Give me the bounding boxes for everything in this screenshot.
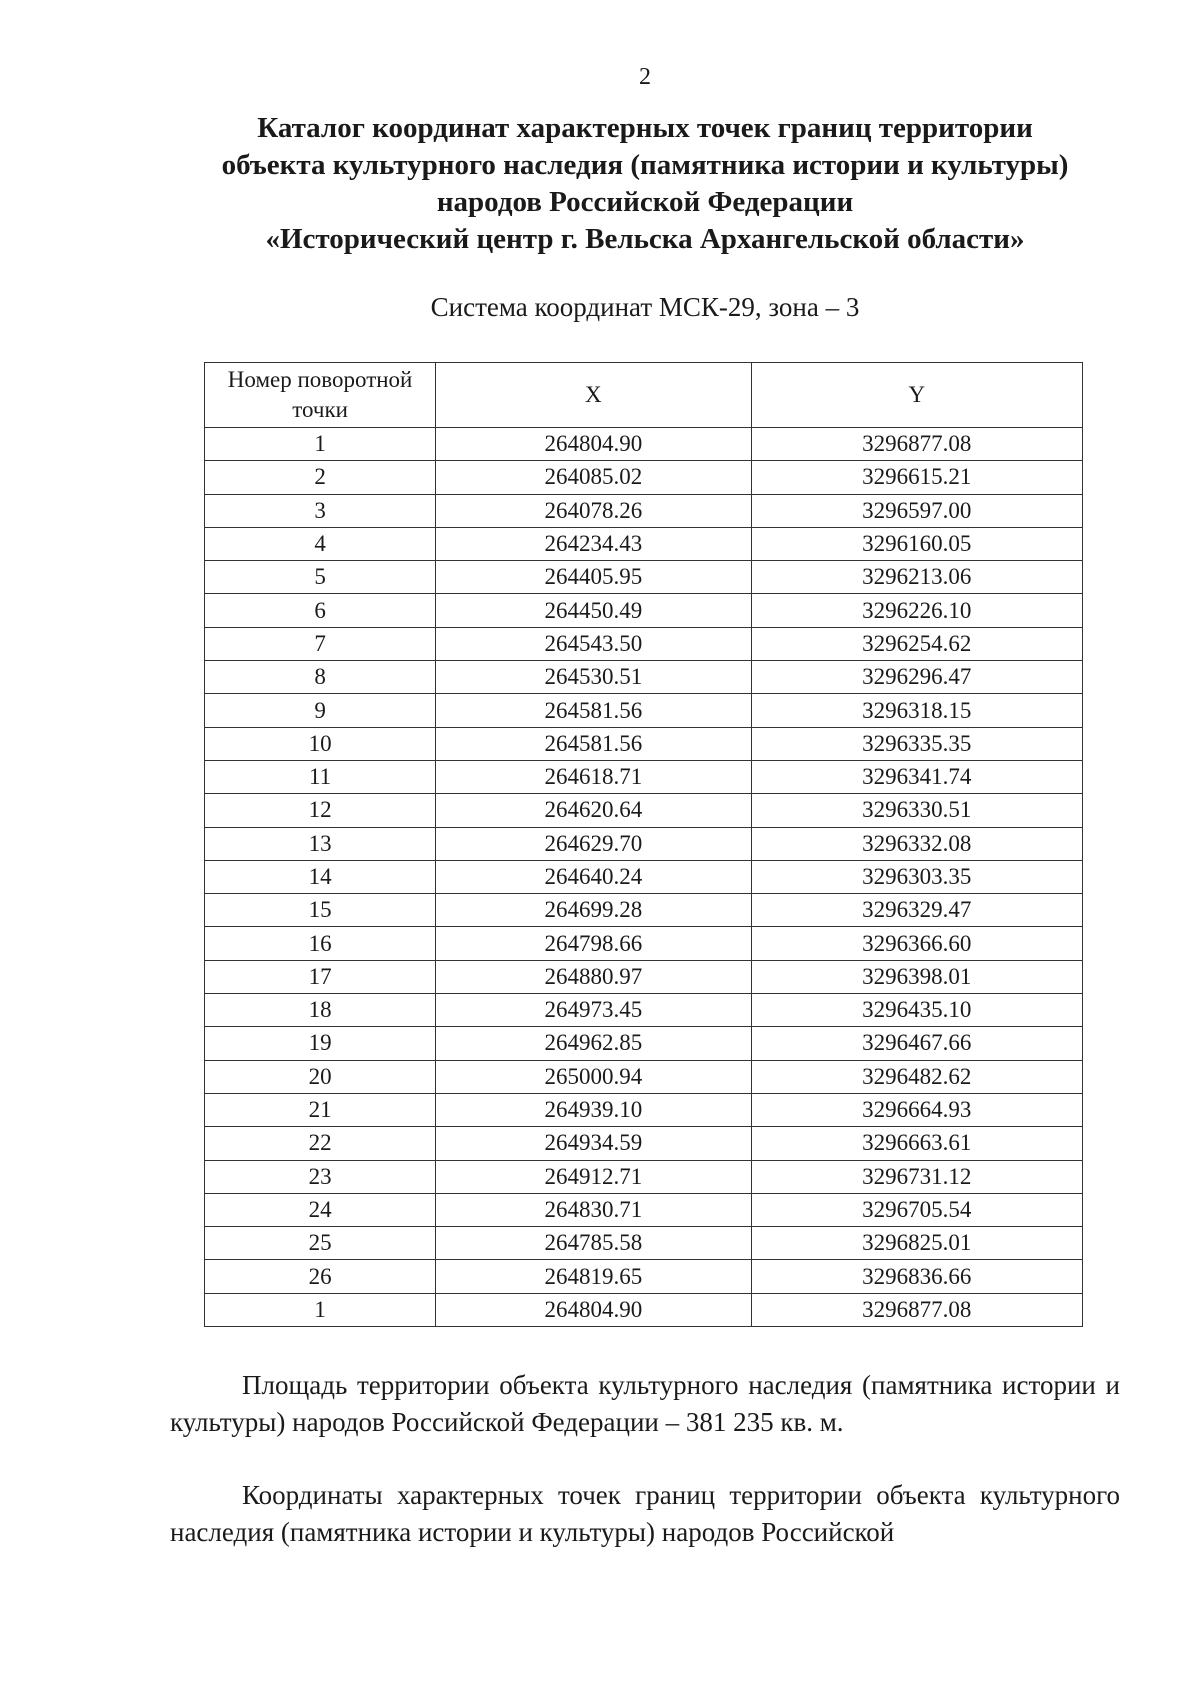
cell-y: 3296296.47 — [751, 661, 1082, 694]
cell-x: 264912.71 — [436, 1160, 751, 1193]
table-header-row — [205, 363, 1083, 428]
cell-y: 3296435.10 — [751, 994, 1082, 1027]
cell-x: 264618.71 — [436, 760, 751, 793]
cell-y: 3296597.00 — [751, 494, 1082, 527]
table-row — [205, 1160, 1083, 1193]
cell-y: 3296335.35 — [751, 727, 1082, 760]
cell-point-number: 1 — [205, 428, 436, 461]
cell-y: 3296329.47 — [751, 894, 1082, 927]
cell-x: 264939.10 — [436, 1093, 751, 1126]
cell-point-number: 10 — [205, 727, 436, 760]
cell-x: 264543.50 — [436, 627, 751, 660]
cell-x: 264798.66 — [436, 927, 751, 960]
table-row — [205, 1260, 1083, 1293]
table-row — [205, 1093, 1083, 1126]
cell-x: 264581.56 — [436, 727, 751, 760]
cell-y: 3296825.01 — [751, 1227, 1082, 1260]
cell-y: 3296705.54 — [751, 1193, 1082, 1226]
header-x: X — [436, 363, 751, 428]
cell-point-number: 17 — [205, 960, 436, 993]
cell-y: 3296160.05 — [751, 527, 1082, 560]
cell-x: 264640.24 — [436, 860, 751, 893]
cell-x: 264078.26 — [436, 494, 751, 527]
cell-point-number: 1 — [205, 1293, 436, 1326]
table-row — [205, 760, 1083, 793]
table-body — [205, 428, 1083, 1327]
document-title — [0, 110, 1200, 258]
cell-y: 3296836.66 — [751, 1260, 1082, 1293]
cell-y: 3296467.66 — [751, 1027, 1082, 1060]
title-line: народов Российской Федерации — [436, 186, 854, 218]
cell-y: 3296341.74 — [751, 760, 1082, 793]
coordinates-table — [204, 362, 1083, 1327]
cell-x: 264934.59 — [436, 1127, 751, 1160]
cell-point-number: 13 — [205, 827, 436, 860]
title-line: Каталог координат характерных точек границ территории — [257, 112, 1033, 144]
page-number: 2 — [639, 64, 651, 90]
cell-x: 264234.43 — [436, 527, 751, 560]
cell-x: 264581.56 — [436, 694, 751, 727]
cell-point-number: 25 — [205, 1227, 436, 1260]
cell-point-number: 21 — [205, 1093, 436, 1126]
cell-x: 264819.65 — [436, 1260, 751, 1293]
table-row — [205, 627, 1083, 660]
cell-point-number: 15 — [205, 894, 436, 927]
table-row — [205, 461, 1083, 494]
table-row — [205, 694, 1083, 727]
cell-y: 3296877.08 — [751, 428, 1082, 461]
table-row — [205, 594, 1083, 627]
cell-y: 3296254.62 — [751, 627, 1082, 660]
cell-point-number: 26 — [205, 1260, 436, 1293]
table-row — [205, 727, 1083, 760]
cell-point-number: 16 — [205, 927, 436, 960]
table-row — [205, 860, 1083, 893]
cell-y: 3296226.10 — [751, 594, 1082, 627]
cell-point-number: 14 — [205, 860, 436, 893]
cell-y: 3296398.01 — [751, 960, 1082, 993]
cell-y: 3296332.08 — [751, 827, 1082, 860]
cell-x: 264699.28 — [436, 894, 751, 927]
cell-y: 3296303.35 — [751, 860, 1082, 893]
cell-point-number: 2 — [205, 461, 436, 494]
table-row — [205, 1060, 1083, 1093]
coordinate-system-label: Система координат МСК-29, зона – 3 — [430, 292, 860, 322]
cell-y: 3296663.61 — [751, 1127, 1082, 1160]
cell-x: 264405.95 — [436, 561, 751, 594]
cell-point-number: 3 — [205, 494, 436, 527]
table-row — [205, 794, 1083, 827]
cell-x: 264530.51 — [436, 661, 751, 694]
cell-y: 3296330.51 — [751, 794, 1082, 827]
cell-point-number: 23 — [205, 1160, 436, 1193]
table-row — [205, 1293, 1083, 1326]
cell-point-number: 6 — [205, 594, 436, 627]
cell-x: 265000.94 — [436, 1060, 751, 1093]
table-row — [205, 661, 1083, 694]
cell-point-number: 9 — [205, 694, 436, 727]
title-line: объекта культурного наследия (памятника истории и культуры) — [221, 149, 1069, 181]
table-row — [205, 1193, 1083, 1226]
cell-x: 264620.64 — [436, 794, 751, 827]
table-row — [205, 1227, 1083, 1260]
cell-y: 3296731.12 — [751, 1160, 1082, 1193]
table-row — [205, 428, 1083, 461]
table-row — [205, 827, 1083, 860]
header-point-number: Номер поворотной точки — [205, 363, 436, 428]
cell-y: 3296318.15 — [751, 694, 1082, 727]
cell-point-number: 18 — [205, 994, 436, 1027]
cell-point-number: 7 — [205, 627, 436, 660]
cell-x: 264962.85 — [436, 1027, 751, 1060]
table-row — [205, 1027, 1083, 1060]
table-row — [205, 894, 1083, 927]
cell-point-number: 22 — [205, 1127, 436, 1160]
cell-x: 264085.02 — [436, 461, 751, 494]
cell-x: 264830.71 — [436, 1193, 751, 1226]
table-row — [205, 960, 1083, 993]
area-paragraph: Площадь территории объекта культурного наследия (памятника истории и культуры) народов Российской Федерации – 381 235 кв. м. — [170, 1370, 1120, 1437]
coordinates-paragraph: Координаты характерных точек границ территории объекта культурного наследия (памятника истории и культуры) народов Российской — [170, 1480, 1120, 1547]
cell-x: 264804.90 — [436, 428, 751, 461]
header-y: Y — [751, 363, 1082, 428]
table-row — [205, 927, 1083, 960]
cell-point-number: 4 — [205, 527, 436, 560]
cell-point-number: 12 — [205, 794, 436, 827]
cell-y: 3296615.21 — [751, 461, 1082, 494]
cell-point-number: 24 — [205, 1193, 436, 1226]
cell-point-number: 8 — [205, 661, 436, 694]
table-row — [205, 1127, 1083, 1160]
table-row — [205, 527, 1083, 560]
cell-x: 264629.70 — [436, 827, 751, 860]
cell-y: 3296482.62 — [751, 1060, 1082, 1093]
cell-y: 3296366.60 — [751, 927, 1082, 960]
cell-x: 264804.90 — [436, 1293, 751, 1326]
table-row — [205, 994, 1083, 1027]
cell-x: 264450.49 — [436, 594, 751, 627]
cell-x: 264785.58 — [436, 1227, 751, 1260]
cell-y: 3296664.93 — [751, 1093, 1082, 1126]
cell-point-number: 5 — [205, 561, 436, 594]
table-row — [205, 494, 1083, 527]
cell-x: 264973.45 — [436, 994, 751, 1027]
cell-x: 264880.97 — [436, 960, 751, 993]
cell-y: 3296877.08 — [751, 1293, 1082, 1326]
cell-point-number: 11 — [205, 760, 436, 793]
title-line: «Исторический центр г. Вельска Архангельской области» — [265, 223, 1025, 255]
cell-point-number: 19 — [205, 1027, 436, 1060]
cell-point-number: 20 — [205, 1060, 436, 1093]
cell-y: 3296213.06 — [751, 561, 1082, 594]
table-row — [205, 561, 1083, 594]
